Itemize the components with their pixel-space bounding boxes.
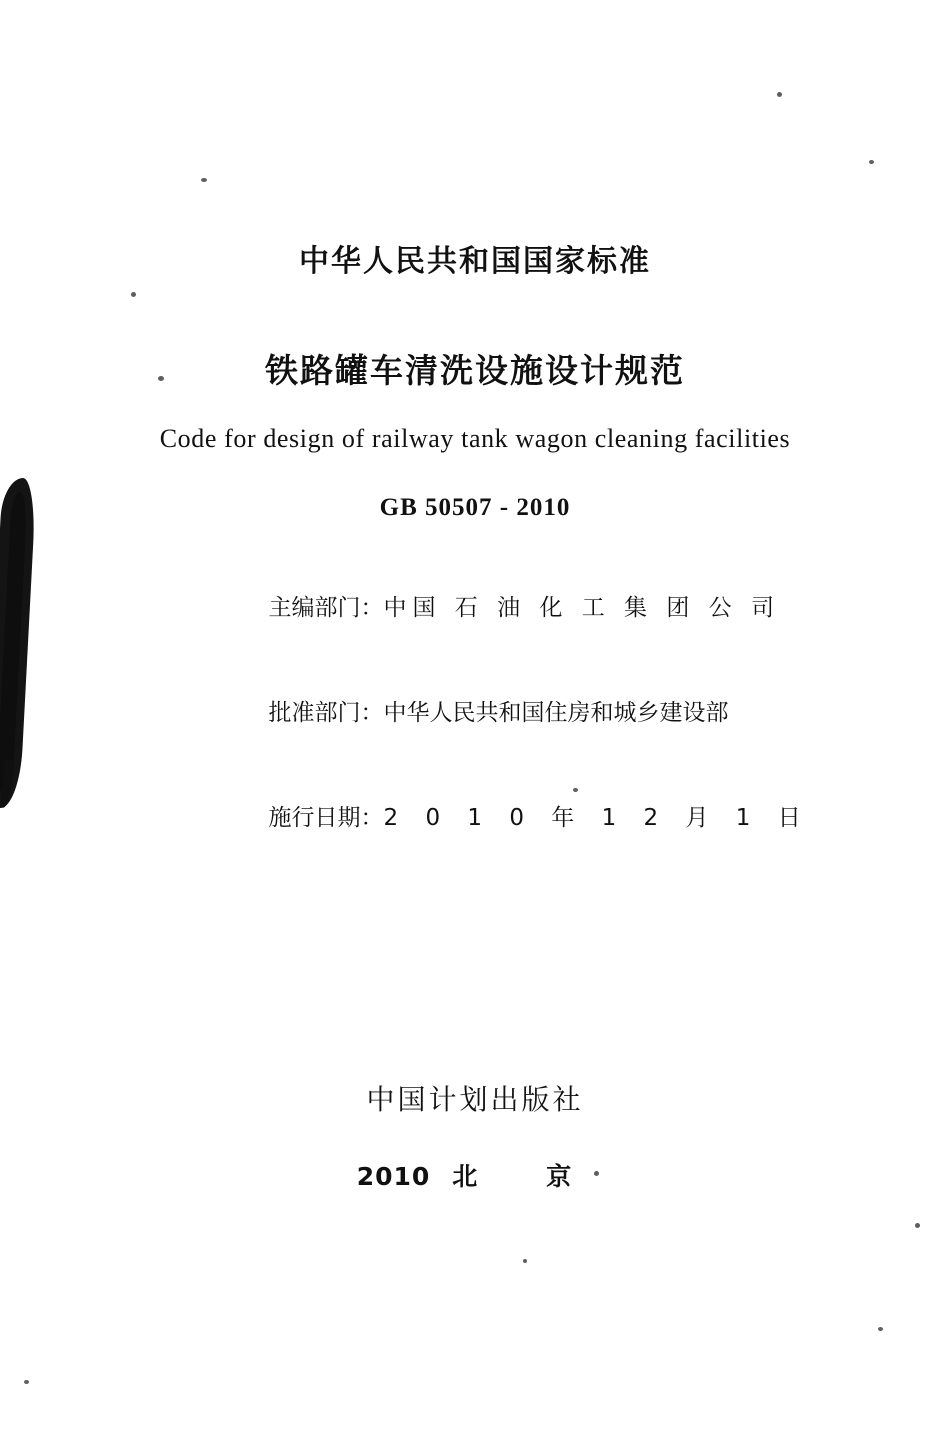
meta-row xyxy=(210,556,780,661)
standard-code: GB 50507 - 2010 xyxy=(379,494,571,521)
publisher-name: 中国计划出版社 xyxy=(366,1083,584,1116)
scan-speck xyxy=(523,1259,527,1263)
publish-city: 北 京 xyxy=(452,1162,594,1191)
scan-speck xyxy=(878,1327,883,1331)
scan-speck xyxy=(777,92,782,97)
scan-speck xyxy=(201,178,207,182)
publish-info xyxy=(0,1157,950,1193)
document-title-cn: 铁路罐车清洗设施设计规范 xyxy=(265,351,685,390)
scan-speck xyxy=(24,1380,29,1384)
meta-label-effective-date: 施行日期： xyxy=(268,804,384,831)
meta-label-chief-editor: 主编部门： xyxy=(268,594,384,621)
document-title-en: Code for design of railway tank wagon cleaning facilities xyxy=(159,424,791,453)
meta-value-effective-date: 2 0 1 0 年 1 2 月 1 日 xyxy=(383,804,811,831)
meta-value-approver: 中华人民共和国住房和城乡建设部 xyxy=(383,699,729,726)
meta-label-approver: 批准部门： xyxy=(268,699,384,726)
national-standard-label: 中华人民共和国国家标准 xyxy=(299,244,651,279)
meta-row xyxy=(210,661,740,766)
metadata-block xyxy=(0,556,950,871)
scan-speck xyxy=(131,292,136,297)
meta-value-chief-editor: 中国 石 油 化 工 集 团 公 司 xyxy=(383,594,780,621)
publish-year: 2010 xyxy=(356,1162,431,1191)
scan-speck xyxy=(869,160,874,164)
scan-speck xyxy=(915,1223,920,1228)
meta-row xyxy=(210,766,811,871)
